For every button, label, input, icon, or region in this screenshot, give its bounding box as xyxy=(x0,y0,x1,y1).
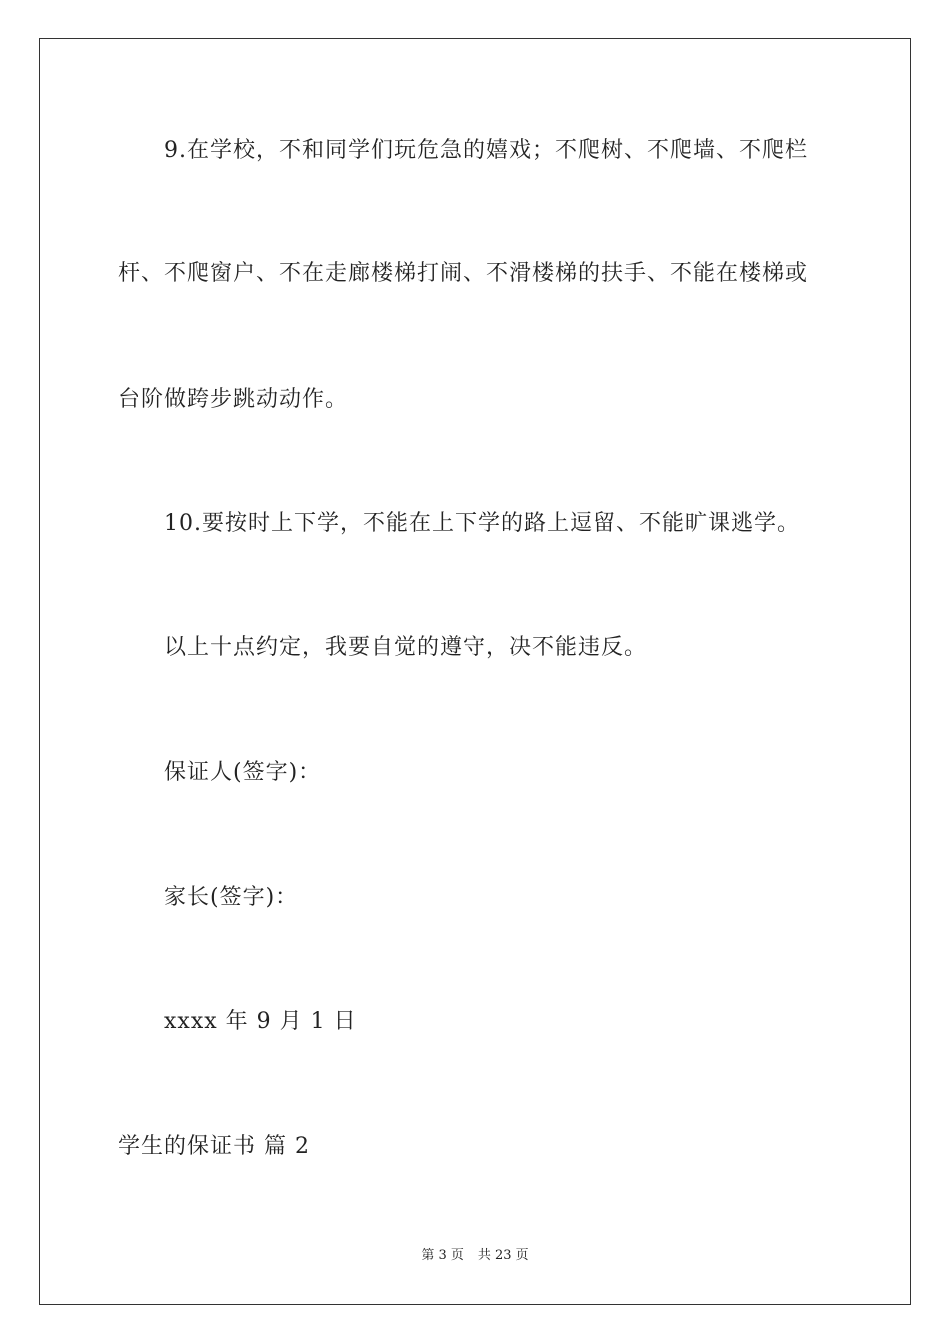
closing-statement: 以上十点约定，我要自觉的遵守，决不能违反。 xyxy=(164,635,648,660)
date-line: xxxx 年 9 月 1 日 xyxy=(164,1009,357,1034)
section-heading: 学生的保证书 篇 2 xyxy=(118,1134,310,1159)
page-number: 第 3 页 xyxy=(421,1248,464,1263)
page-footer xyxy=(0,1247,950,1265)
paragraph-9-line-3: 台阶做跨步跳动动作。 xyxy=(118,387,349,412)
paragraph-10: 10.要按时上下学，不能在上下学的路上逗留、不能旷课逃学。 xyxy=(164,511,800,536)
page-frame xyxy=(39,38,911,1305)
guarantor-signature-label: 保证人(签字)： xyxy=(164,760,322,785)
paragraph-9-line-1: 9.在学校，不和同学们玩危急的嬉戏；不爬树、不爬墙、不爬栏 xyxy=(164,138,808,163)
parent-signature-label: 家长(签字)： xyxy=(164,885,299,910)
total-pages: 共 23 页 xyxy=(477,1248,529,1263)
paragraph-9-line-2: 杆、不爬窗户、不在走廊楼梯打闹、不滑楼梯的扶手、不能在楼梯或 xyxy=(118,261,809,286)
